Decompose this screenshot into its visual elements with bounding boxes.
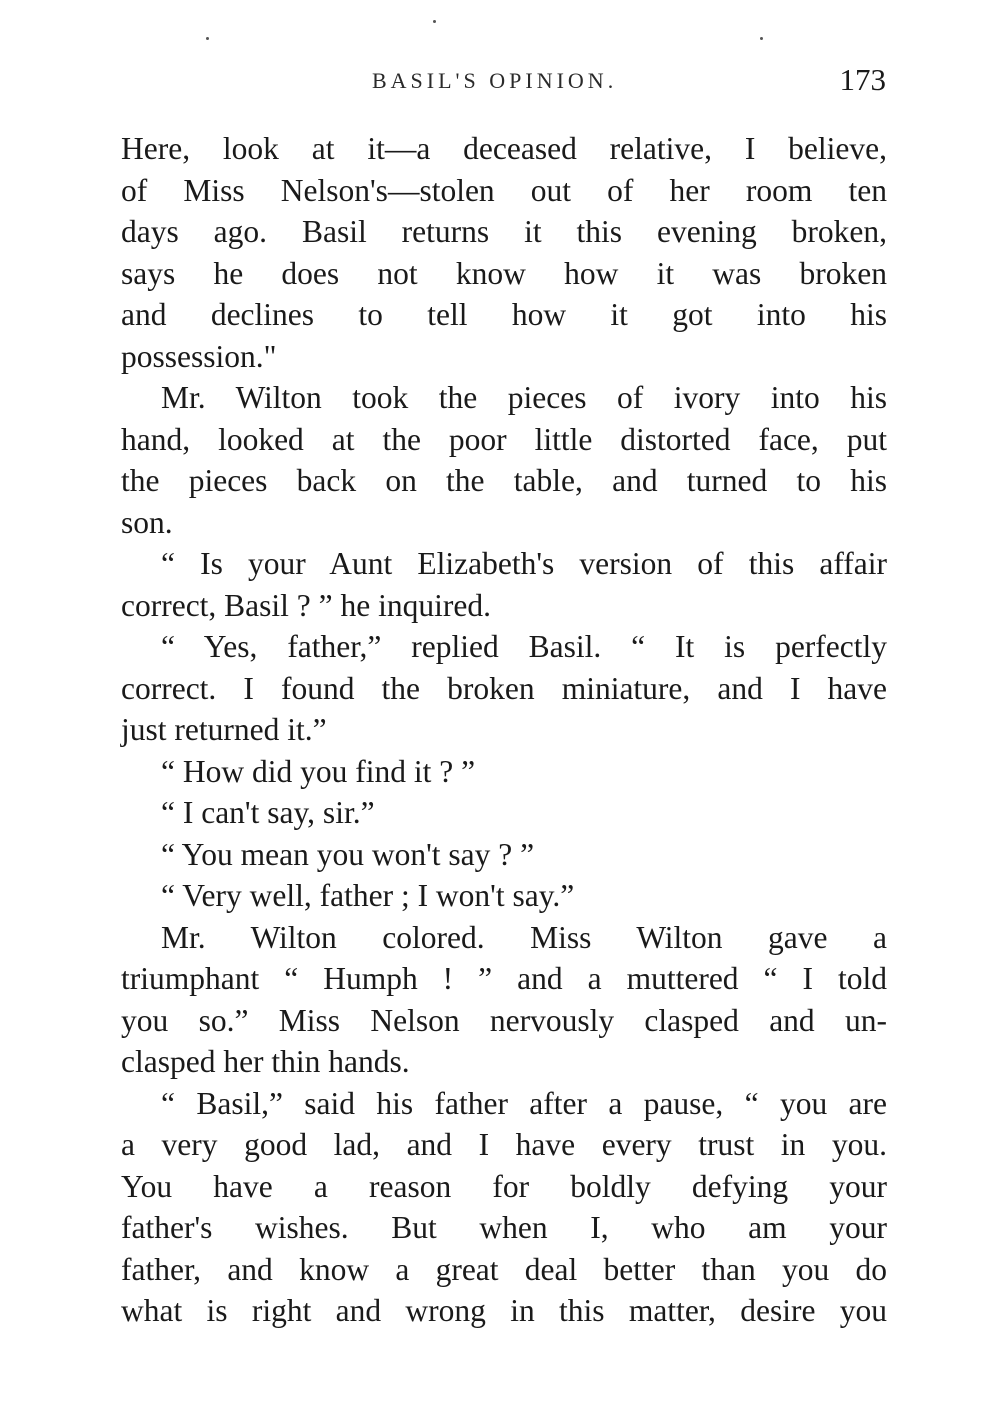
text-line: Mr. Wilton took the pieces of ivory into his: [161, 380, 887, 415]
text-line: Mr. Wilton colored. Miss Wilton gave a: [161, 919, 887, 955]
text-line: a very good lad, and I have every trust in you.: [121, 1127, 887, 1162]
print-speck: [433, 20, 436, 23]
running-title: BASIL'S OPINION.: [372, 68, 618, 93]
text-line: “ Basil,” said his father after a pause, “ you are: [161, 1085, 887, 1121]
text-line: you so.” Miss Nelson nervously clasped and un-: [121, 1002, 887, 1038]
text-line: Here, look at it—a deceased relative, I believe,: [121, 131, 887, 166]
text-line: says he does not know how it was broken: [121, 255, 887, 291]
text-line: “ Is your Aunt Elizabeth's version of this affair: [161, 546, 887, 581]
text-line: “ You mean you won't say ? ”: [161, 836, 535, 872]
text-line: “ How did you find it ? ”: [161, 753, 476, 789]
text-line: and declines to tell how it got into his: [121, 297, 887, 332]
text-line: father, and know a great deal better than you do: [121, 1251, 887, 1287]
text-line: father's wishes. But when I, who am your: [121, 1210, 887, 1245]
text-line: son.: [121, 504, 173, 540]
print-speck: [206, 37, 209, 40]
text-line: “ I can't say, sir.”: [161, 795, 375, 830]
text-line: You have a reason for boldly defying your: [121, 1168, 887, 1204]
text-line: correct. I found the broken miniature, and I have: [121, 670, 887, 706]
text-line: just returned it.”: [121, 712, 327, 747]
text-line: “ Very well, father ; I won't say.”: [161, 878, 575, 913]
body-text: [121, 128, 887, 1332]
text-line: correct, Basil ? ” he inquired.: [121, 587, 491, 623]
text-line: possession.": [121, 338, 277, 374]
page-number: 173: [839, 62, 886, 97]
text-line: what is right and wrong in this matter, desire you: [121, 1293, 887, 1328]
text-line: triumphant “ Humph ! ” and a muttered “ I told: [121, 961, 887, 996]
text-line: the pieces back on the table, and turned to his: [121, 463, 887, 498]
text-line: clasped her thin hands.: [121, 1044, 410, 1079]
text-line: days ago. Basil returns it this evening broken,: [121, 214, 887, 249]
text-line: of Miss Nelson's—stolen out of her room ten: [121, 172, 887, 208]
text-line: “ Yes, father,” replied Basil. “ It is perfectly: [161, 629, 887, 664]
running-head: [120, 62, 886, 102]
print-speck: [760, 37, 763, 40]
text-line: hand, looked at the poor little distorted face, put: [121, 421, 887, 457]
